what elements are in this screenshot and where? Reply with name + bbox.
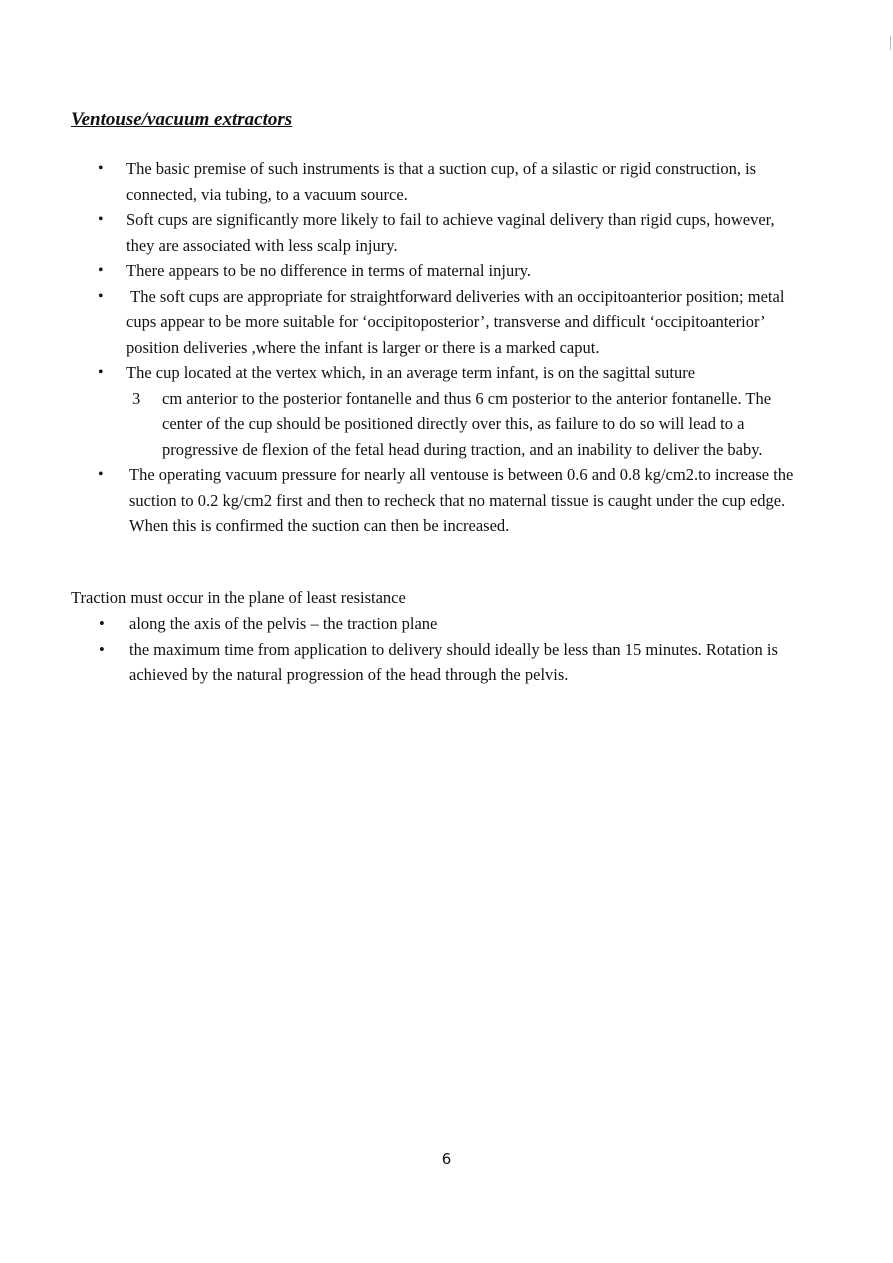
scan-edge-mark — [890, 36, 891, 50]
list-item — [0, 156, 893, 207]
list-item — [0, 462, 893, 539]
traction-intro: Traction must occur in the plane of least resistance — [71, 588, 406, 607]
sub-number: 3 — [132, 388, 141, 408]
list-item-text: along the axis of the pelvis – the traction plane — [129, 614, 438, 633]
list-item-continuation — [126, 386, 803, 463]
page-number: 6 — [441, 1150, 452, 1168]
list-item-text: The basic premise of such instruments is that a suction cup, of a silastic or rigid construction, is connected, via tubing, to a vacuum source. — [126, 159, 757, 204]
list-item-text: the maximum time from application to delivery should ideally be less than 15 minutes. Rotation is achieved by the natural progression of the head through the pelvis. — [129, 639, 778, 684]
list-item — [0, 207, 893, 258]
bullet-icon: • — [99, 614, 105, 633]
list-item — [0, 637, 893, 688]
list-item — [0, 258, 893, 284]
list-item-text: The cup located at the vertex which, in an average term infant, is on the sagittal suture — [126, 363, 696, 382]
list-item — [0, 611, 893, 637]
list-item-text: The soft cups are appropriate for straightforward deliveries with an occipitoanterior position; metal cups appear to be more suitable for ‘occipitoposterior’, transverse and difficult ‘occipitoanterior’ position deliveries ,where the infant is larger or there is a marked caput. — [126, 286, 789, 357]
traction-list — [0, 611, 893, 688]
bullet-icon: • — [98, 211, 104, 228]
list-item-text: The operating vacuum pressure for nearly all ventouse is between 0.6 and 0.8 kg/cm2.to increase the suction to 0.2 kg/cm2 first and then to recheck that no maternal tissue is caught under the cup edge. When this is confirmed the suction can then be increased. — [129, 465, 794, 535]
bullet-icon: • — [98, 466, 104, 483]
bullet-icon: • — [98, 262, 104, 279]
bullet-list — [0, 156, 893, 539]
bullet-icon: • — [98, 287, 104, 305]
bullet-icon: • — [98, 364, 104, 381]
section-heading: Ventouse/vacuum extractors — [71, 109, 293, 130]
sub-text: cm anterior to the posterior fontanelle and thus 6 cm posterior to the anterior fontanelle. The center of the cup should be positioned directly over this, as failure to do so will lead to a progressive de flexion of the fetal head during traction, and an inability to deliver the baby. — [162, 388, 772, 459]
list-item — [0, 360, 893, 462]
list-item — [0, 284, 893, 361]
bullet-icon: • — [98, 160, 104, 177]
list-item-text: Soft cups are significantly more likely to fail to achieve vaginal delivery than rigid cups, however, they are associated with less scalp injury. — [126, 210, 775, 255]
list-item-text: There appears to be no difference in terms of maternal injury. — [126, 261, 531, 280]
bullet-icon: • — [99, 639, 105, 659]
